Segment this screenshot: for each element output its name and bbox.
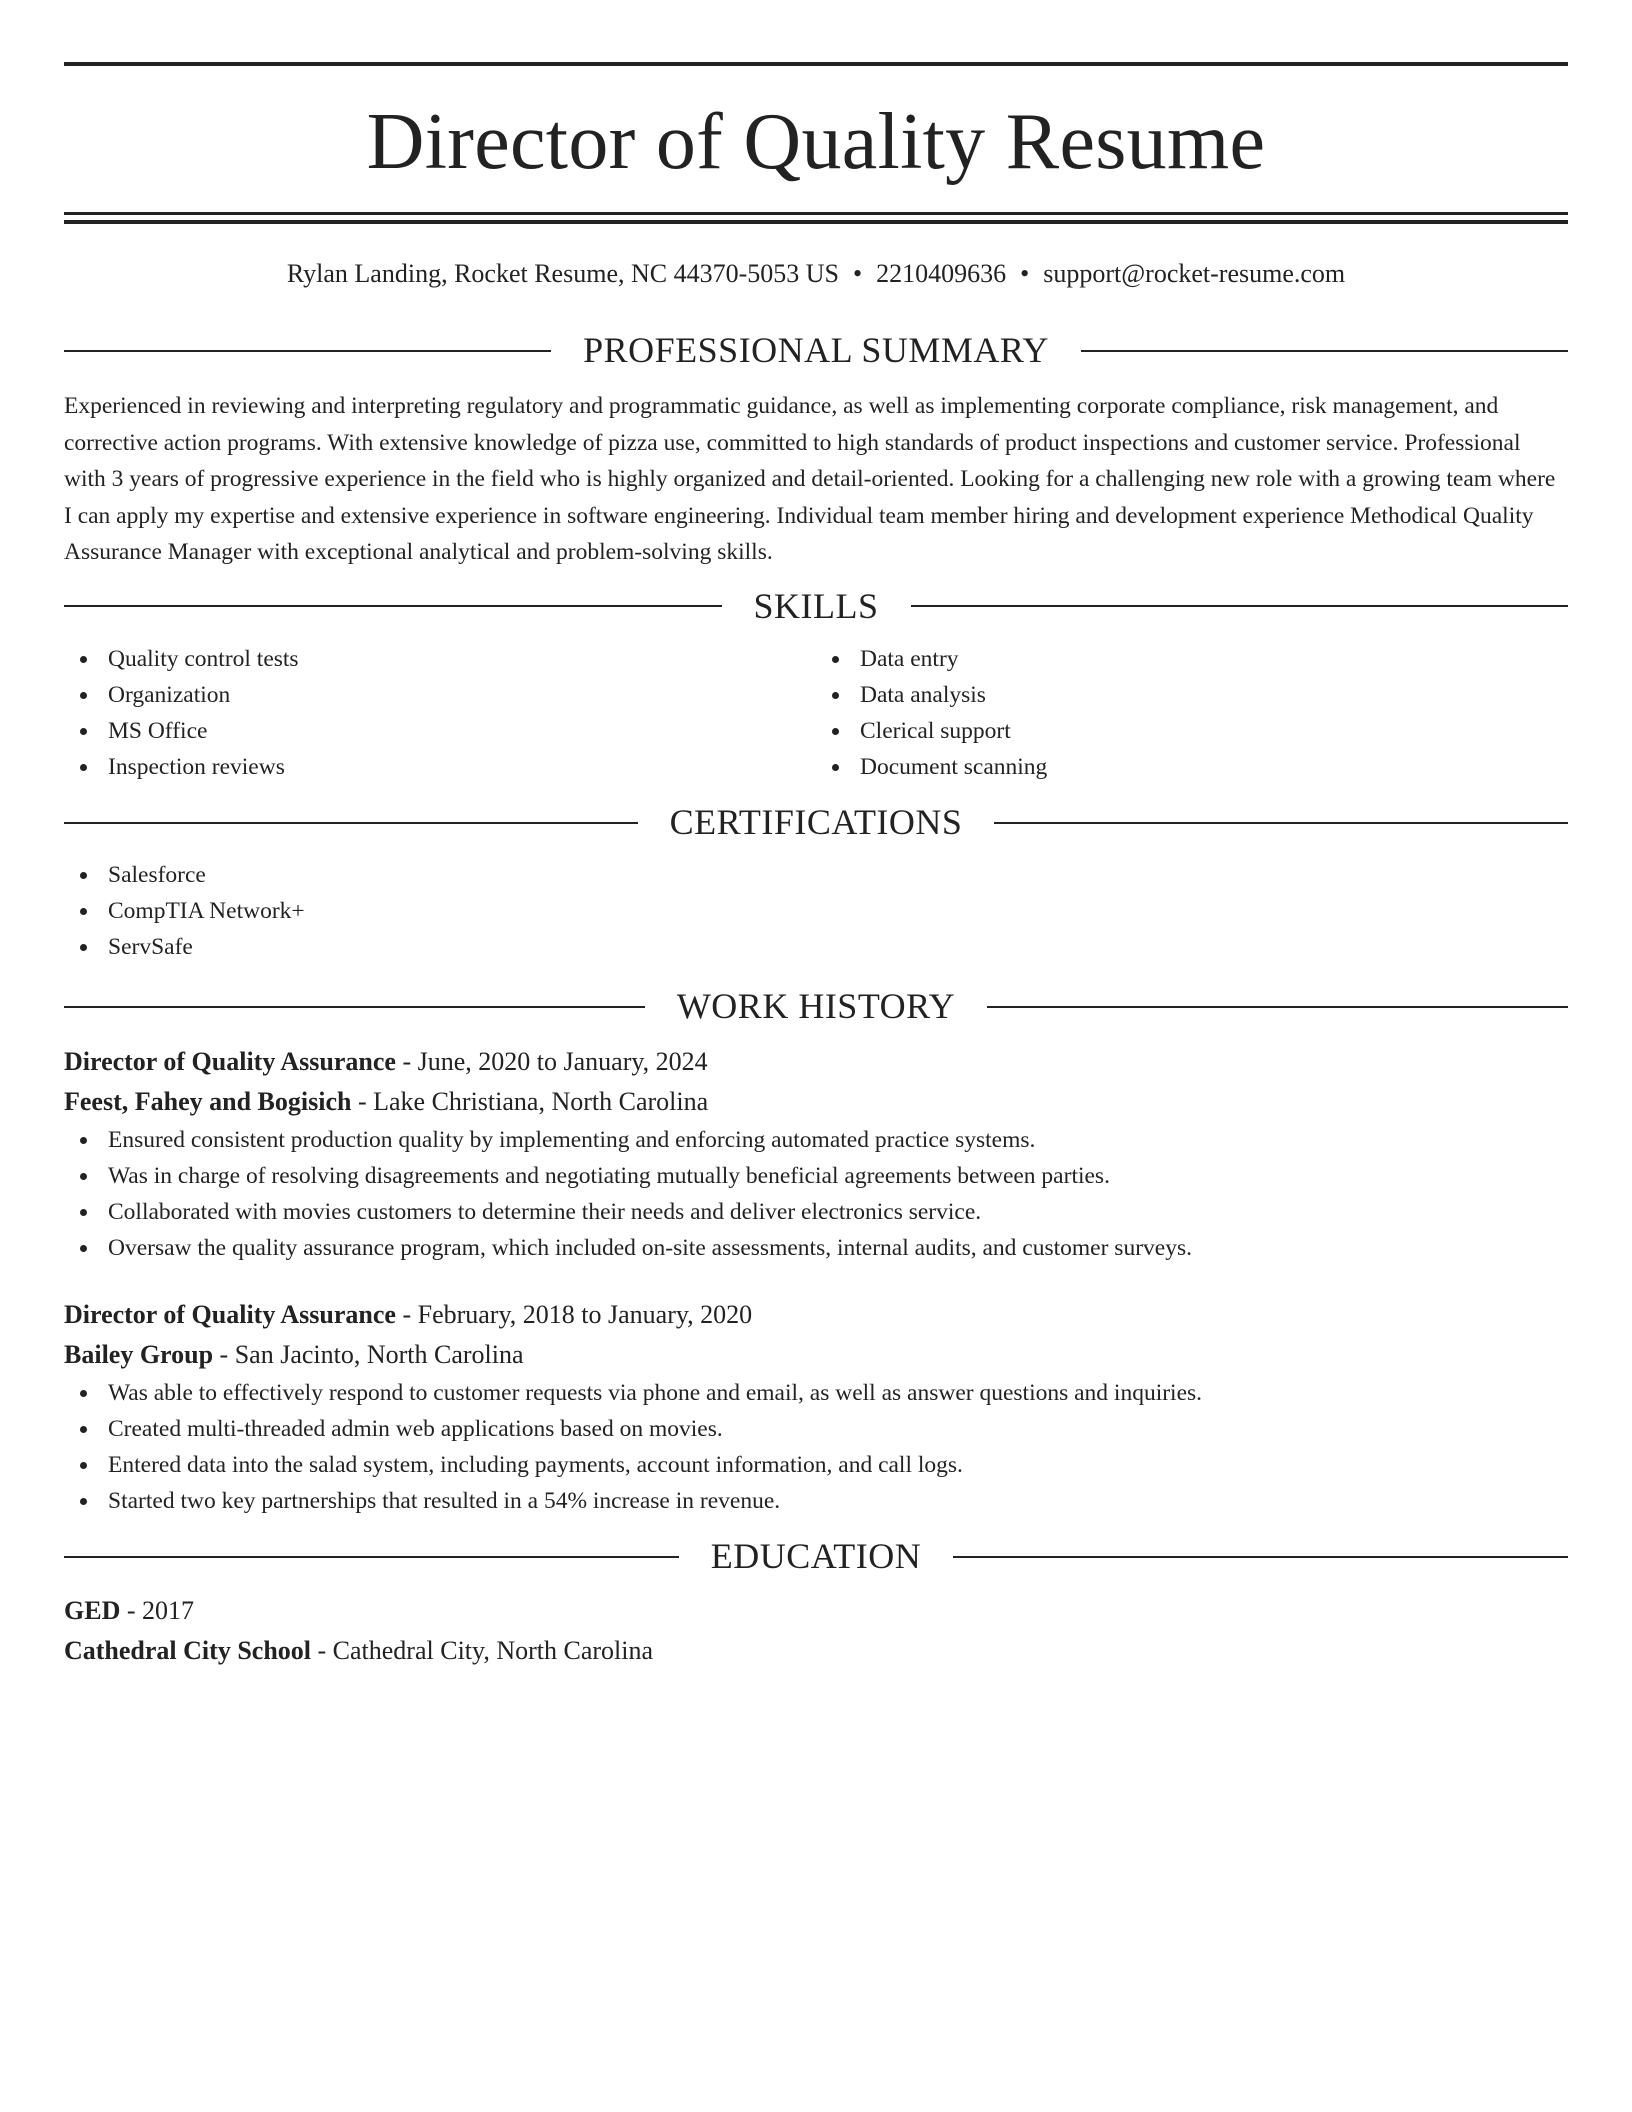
education-heading	[64, 1535, 1568, 1578]
job-title-line	[64, 1042, 1568, 1082]
company-location: - Lake Christiana, North Carolina	[351, 1087, 709, 1117]
summary-heading	[64, 329, 1568, 372]
summary-text: Experienced in reviewing and interpreting regulatory and programmatic guidance, as well as implementing corporate compliance, risk management, and corrective action programs. With extensive knowledge of pizza use, committed to high standards of product inspections and customer service. Professional with 3 years of progressive experience in the field who is highly organized and detail-oriented. Looking for a challenging new role with a growing team where I can apply my expertise and extensive experience in software engineering. Individual team member hiring and development experience Methodical Quality Assurance Manager with exceptional analytical and problem-solving skills.	[64, 393, 1556, 566]
job-bullet: Was in charge of resolving disagreements and negotiating mutually beneficial agreements between parties.	[64, 1158, 1568, 1194]
degree-year: - 2017	[120, 1595, 195, 1625]
certifications-heading-label: CERTIFICATIONS	[669, 802, 963, 843]
company-line	[64, 1335, 1568, 1375]
company-name: Bailey Group	[64, 1340, 214, 1370]
job-bullet: Ensured consistent production quality by implementing and enforcing automated practice systems.	[64, 1122, 1568, 1158]
job-bullet: Collaborated with movies customers to determine their needs and deliver electronics service.	[64, 1194, 1568, 1230]
page-title: Director of Quality Resume	[366, 98, 1266, 186]
heading-rule	[911, 605, 1569, 607]
skill-item: Data analysis	[816, 677, 1568, 713]
heading-rule	[64, 1556, 679, 1558]
title-double-rule	[64, 212, 1568, 224]
heading-rule	[994, 822, 1568, 824]
job-title: Director of Quality Assurance	[64, 1047, 396, 1077]
contact-line	[64, 258, 1568, 289]
skill-item: Inspection reviews	[64, 749, 816, 785]
company-name: Feest, Fahey and Bogisich	[64, 1087, 352, 1117]
heading-rule	[64, 1006, 645, 1008]
degree-name: GED	[64, 1595, 121, 1625]
skill-item: Data entry	[816, 641, 1568, 677]
job-entry	[64, 1295, 1568, 1519]
certification-item: ServSafe	[64, 929, 1568, 965]
skill-item: MS Office	[64, 713, 816, 749]
heading-rule	[953, 1556, 1568, 1558]
degree-line	[64, 1591, 1568, 1631]
heading-rule	[64, 822, 638, 824]
heading-rule	[1081, 350, 1568, 352]
company-location: - San Jacinto, North Carolina	[213, 1340, 524, 1370]
job-bullet: Oversaw the quality assurance program, which included on-site assessments, internal audits, and customer surveys.	[64, 1230, 1568, 1266]
certifications-list	[64, 857, 1568, 965]
contact-separator: •	[1020, 259, 1030, 288]
job-title-line	[64, 1295, 1568, 1335]
education-heading-label: EDUCATION	[710, 1536, 922, 1577]
school-line	[64, 1631, 1568, 1671]
skills-heading	[64, 585, 1568, 628]
skills-list-left	[64, 641, 816, 785]
job-bullet: Created multi-threaded admin web applications based on movies.	[64, 1411, 1568, 1447]
skills-list-right	[816, 641, 1568, 785]
top-rule	[64, 62, 1568, 66]
education-entry	[64, 1591, 1568, 1671]
contact-address: Rylan Landing, Rocket Resume, NC 44370-5053 US	[286, 259, 839, 288]
contact-phone: 2210409636	[876, 259, 1007, 288]
heading-rule	[64, 605, 722, 607]
skills-grid	[64, 641, 1568, 785]
school-location: - Cathedral City, North Carolina	[311, 1635, 654, 1665]
company-line	[64, 1082, 1568, 1122]
work-history-heading-label: WORK HISTORY	[676, 986, 956, 1027]
job-bullets	[64, 1122, 1568, 1266]
job-bullet: Started two key partnerships that resulted in a 54% increase in revenue.	[64, 1483, 1568, 1519]
skill-item: Quality control tests	[64, 641, 816, 677]
heading-rule	[987, 1006, 1568, 1008]
contact-separator: •	[853, 259, 863, 288]
skill-item: Document scanning	[816, 749, 1568, 785]
certification-item: Salesforce	[64, 857, 1568, 893]
job-dates: - June, 2020 to January, 2024	[395, 1047, 708, 1077]
job-entry	[64, 1042, 1568, 1266]
skills-heading-label: SKILLS	[753, 585, 879, 626]
skill-item: Clerical support	[816, 713, 1568, 749]
job-dates: - February, 2018 to January, 2020	[395, 1300, 753, 1330]
job-bullet: Entered data into the salad system, including payments, account information, and call logs.	[64, 1447, 1568, 1483]
heading-rule	[64, 350, 551, 352]
skill-item: Organization	[64, 677, 816, 713]
summary-heading-label: PROFESSIONAL SUMMARY	[583, 330, 1049, 371]
contact-email: support@rocket-resume.com	[1043, 259, 1346, 288]
certification-item: CompTIA Network+	[64, 893, 1568, 929]
job-bullets	[64, 1375, 1568, 1519]
job-bullet: Was able to effectively respond to customer requests via phone and email, as well as answer questions and inquiries.	[64, 1375, 1568, 1411]
certifications-heading	[64, 801, 1568, 844]
job-title: Director of Quality Assurance	[64, 1300, 396, 1330]
school-name: Cathedral City School	[64, 1635, 311, 1665]
work-history-heading	[64, 985, 1568, 1028]
